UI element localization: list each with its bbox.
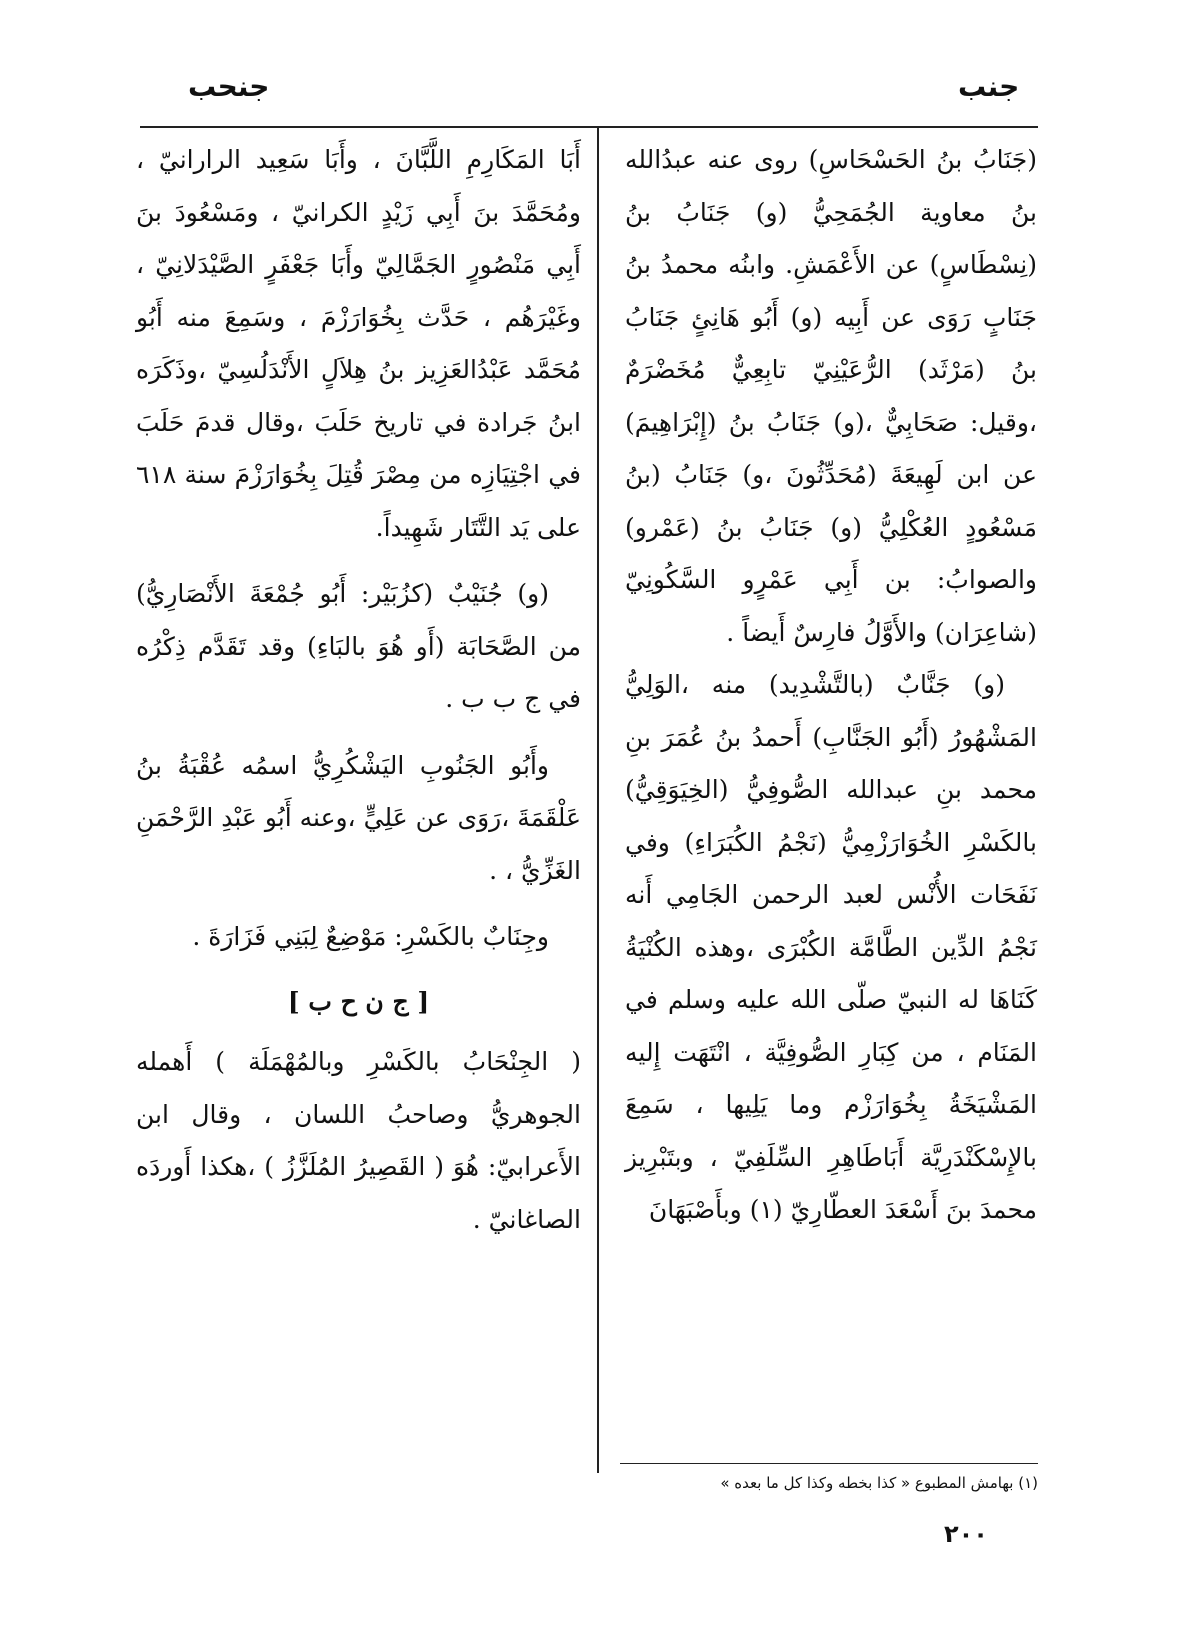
entry-jannab: (و) جَنَّابٌ (بالتَّشْدِيد) منه ،الوَلِيُّ المَشْهُورُ (أَبُو الجَنَّابِ) أَحمدُ بنُ عُمَرَ بنِ محمد بنِ عبدالله الصُّوفِيُّ (الخِيَوَقِيُّ) بالكَسْرِ الخُوَارَزْمِيُّ (نَجْمُ الكُبَرَاءِ) وفي نَفَحَات الأُنْس لعبد الرحمن الجَامِي أَنه نَجْمُ الدِّين الطَّامَّة الكُبْرَى ،وهذه الكُنْيَةُ كَنَاهَا له النبيّ صلّى الله عليه وسلم في المَنَام ، من كِبَارِ الصُّوفِيَّة ، انْتَهَت إِليه المَشْيَخَةُ بِخُوَارَزْم وما يَلِيها ، سَمِعَ بالإِسْكَنْدَرِيَّة أَبَاطَاهِرِ السِّلَفِيّ ، وبتَبْرِيز محمدَ بنَ أَسْعَدَ العطّارِيّ (١) وبأَصْبَهَانَ: [625, 670, 1037, 1224]
footnote: (١) بهامش المطبوع « كذا بخطه وكذا كل ما بعده »: [720, 1474, 1038, 1492]
left-column: [136, 134, 581, 1246]
column-divider: [597, 128, 599, 1473]
entry-junaib: (و) جُنَيْبٌ (كزُبَيْر: أَبُو جُمْعَةَ الأَنْصَارِيُّ) من الصَّحَابَة (أَو هُوَ بالبَاءِ) وقد تَقَدَّم ذِكْرُه في ج ب ب .: [136, 579, 581, 713]
spacer: [136, 726, 581, 740]
header-root-left: جنحب: [188, 70, 270, 103]
entry-jannab-continuation: أَبَا المَكَارِمِ اللَّبَّانَ ، وأَبَا سَعِيد الرارانيّ ، ومُحَمَّدَ بنَ أَبِي زَيْدٍ الكرانيّ ، ومَسْعُودَ بنَ أَبِي مَنْصُورٍ الجَمَّالِيّ وأَبَا جَعْفَرٍ الصَّيْدَلانِيّ ، وغَيْرَهُم ، حَدَّث بِخُوَارَزْمَ ، وسَمِعَ منه أَبُو مُحَمَّد عَبْدُالعَزِيز بنُ هِلاَلٍ الأَنْدَلُسِيّ ،وذَكَرَه ابنُ جَرادة في تاريخ حَلَبَ ،وقال قدمَ حَلَبَ في اجْتِيَازِه من مِصْرَ قُتِلَ بِخُوَارَزْمَ سنة ٦١٨ على يَد التَّتَار شَهِيداً.: [136, 145, 581, 542]
entry-jinab: وجِنَابٌ بالكَسْرِ: مَوْضِعٌ لِبَنِي فَزَارَةَ .: [192, 922, 549, 951]
spacer: [136, 554, 581, 568]
entry-jinhab: ( الجِنْحَابُ بالكَسْرِ وبالمُهْمَلَة ) أَهمله الجوهريُّ وصاحبُ اللسان ، وقال ابن الأَعرابيّ: هُوَ ( القَصِيرُ المُلَزَّزُ ) ،هكذا أَوردَه الصاغانيّ .: [136, 1047, 581, 1234]
entry-janab: (جَنَابُ بنُ الحَسْحَاسِ) روى عنه عبدُالله بنُ معاوية الجُمَحِيُّ (و) جَنَابُ بنُ (نِسْطَاسٍ) عن الأَعْمَشِ. وابنُه محمدُ بنُ جَنَابٍ رَوَى عن أَبِيه (و) أَبُو هَانِئٍ جَنَابُ بنُ (مَرْثَد) الرُّعَيْنِيّ تابِعِيٌّ مُخَضْرَمٌ ،وقيل: صَحَابِيٌّ ،(و) جَنَابُ بنُ (إِبْرَاهِيمَ) عن ابن لَهِيعَةَ (مُحَدِّثُونَ ،و) جَنَابُ (بنُ مَسْعُودٍ العُكْلِيُّ (و) جَنَابُ بنُ (عَمْرو) والصوابُ: بن أَبِي عَمْرٍو السَّكُونِيّ (شاعِرَان) والأَوَّلُ فارِسٌ أَيضاً .: [625, 145, 1037, 647]
section-heading-jnhb: [ ج ن ح ب ]: [287, 986, 430, 1016]
footnote-rule: [620, 1463, 1038, 1464]
spacer: [136, 897, 581, 911]
page-number: ٢٠٠: [944, 1520, 988, 1548]
entry-abu-al-janub: وأَبُو الجَنُوبِ اليَشْكُرِيُّ اسمُه عُقْبَةُ بنُ عَلْقَمَةَ ،رَوَى عن عَلِيٍّ ،وعنه أَبُو عَبْدِ الرَّحْمَنِ الغَزِّيُّ ، .: [136, 750, 581, 885]
right-column: [625, 134, 1037, 1237]
header-root-right: جنب: [958, 70, 1020, 103]
header-rule: [140, 126, 1038, 128]
